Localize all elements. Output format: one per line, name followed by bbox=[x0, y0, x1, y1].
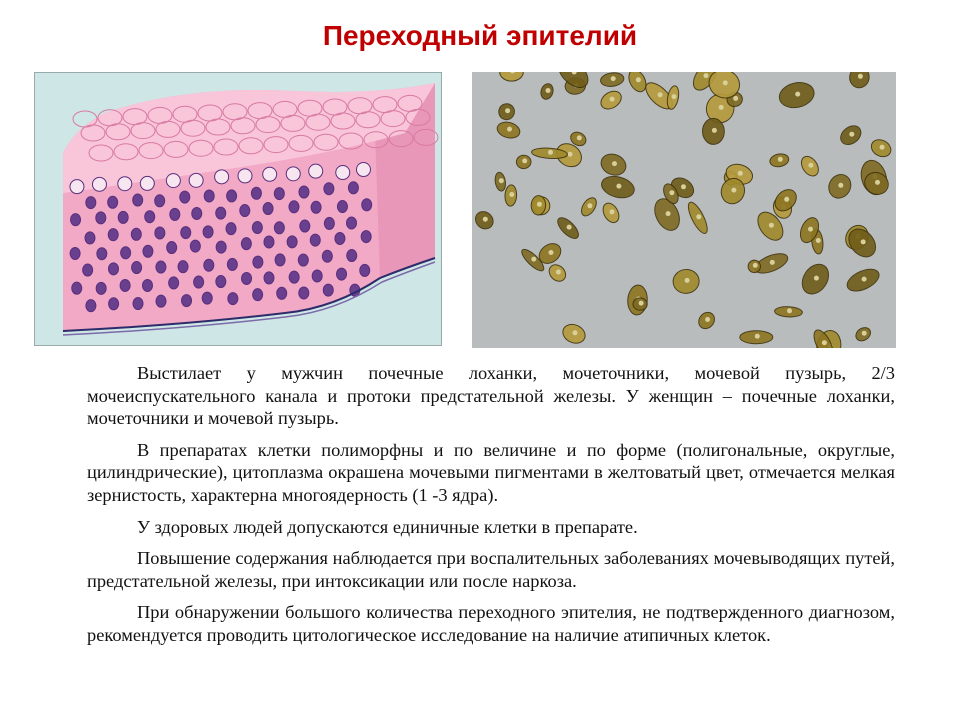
paragraph-norm: У здоровых людей допускаются единичные клетки в препарате. bbox=[137, 516, 638, 537]
transitional-epithelium-diagram bbox=[34, 72, 442, 346]
paragraph-morphology: В препаратах клетки полиморфны и по величине и по форме (полигональные, округлые, цилиндрические), цитоплазма окрашена мочевыми пигментами в желтоватый цвет, отмечается мелкая зернистость, характерна многоядерность (1 -3 ядра). bbox=[87, 439, 895, 505]
description-text bbox=[87, 362, 895, 656]
slide-title: Переходный эпителий bbox=[322, 20, 638, 51]
paragraph-recommendation: При обнаружении большого количества переходного эпителия, не подтвержденного диагнозом, рекомендуется проводить цитологическое исследование на наличие атипичных клеток. bbox=[87, 602, 895, 645]
transitional-epithelium-diagram-icon bbox=[35, 73, 441, 345]
paragraph-increase: Повышение содержания наблюдается при воспалительных заболеваниях мочевыводящих путей, предстательной железы, при интоксикации или после наркоза. bbox=[87, 548, 895, 591]
urine-sediment-micrograph-icon bbox=[472, 72, 896, 348]
paragraph-localization: Выстилает у мужчин почечные лоханки, мочеточники, мочевой пузырь, 2/3 мочеиспускательного канала и протоки предстательной железы. У женщин – почечные лоханки, мочеточники и мочевой пузырь. bbox=[87, 363, 895, 429]
urine-sediment-micrograph bbox=[472, 72, 896, 348]
